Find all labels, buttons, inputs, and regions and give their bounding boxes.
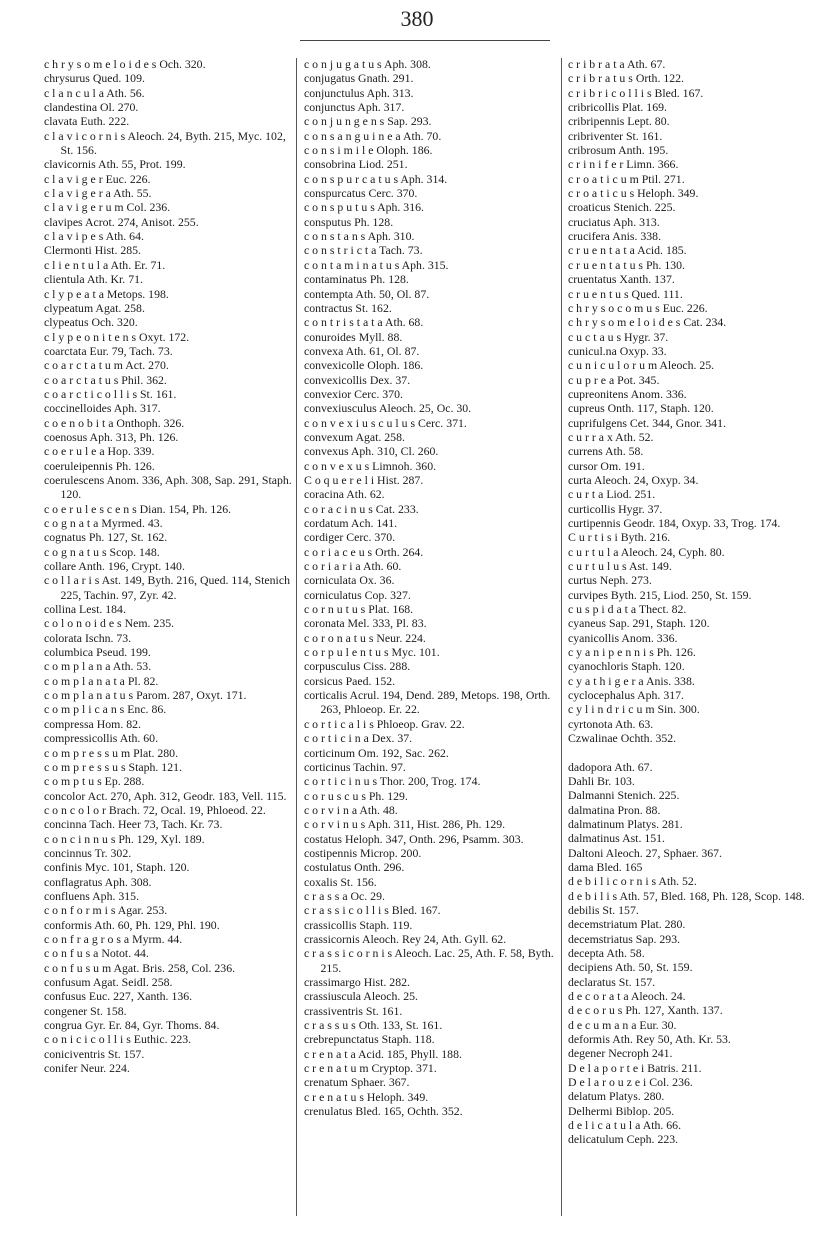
- index-entry: c o n s p u r c a t u s Aph. 314.: [304, 171, 448, 186]
- index-entry: corsicus Paed. 152.: [304, 673, 396, 688]
- index-entry: delicatulum Ceph. 223.: [568, 1132, 679, 1147]
- index-entry: Dalmanni Stenich. 225.: [568, 788, 680, 803]
- index-entry: c o g n a t a Myrmed. 43.: [44, 516, 163, 530]
- index-entry: conjunctulus Aph. 313.: [304, 85, 414, 100]
- index-entry: convexus Aph. 310, Cl. 260.: [304, 444, 439, 459]
- index-entry: cupreonitens Anom. 336.: [568, 386, 687, 401]
- index-entry: c o n t a m i n a t u s Aph. 315.: [304, 257, 449, 272]
- index-entry: c r u e n t a t a Acid. 185.: [568, 243, 687, 258]
- index-entry: coarctata Eur. 79, Tach. 73.: [44, 343, 173, 358]
- index-entry: c o n s i m i l e Oloph. 186.: [304, 143, 433, 158]
- index-entry: cupreus Onth. 117, Staph. 120.: [568, 401, 714, 416]
- index-entry: c o n j u n g e n s Sap. 293.: [304, 114, 432, 129]
- index-entry: c u r t u l u s Ast. 149.: [568, 559, 672, 574]
- index-entry: corticalis Acrul. 194, Dend. 289, Metops. 198, Orth. 263, Phloeop. Er. 22.: [304, 688, 554, 717]
- index-entry: c o r n u t u s Plat. 168.: [304, 602, 414, 617]
- index-entry: c o n c o l o r Brach. 72, Ocal. 19, Phloeod. 22.: [44, 802, 266, 817]
- index-entry: c l a v i c o r n i s Aleoch. 24, Byth. 215, Myc. 102, St. 156.: [44, 128, 289, 158]
- index-entry: cruciatus Aph. 313.: [568, 214, 660, 229]
- index-entry: convexa Ath. 61, Ol. 87.: [304, 343, 420, 358]
- index-entry: coxalis St. 156.: [304, 874, 377, 889]
- index-entry: decemstriatus Sap. 293.: [568, 931, 681, 946]
- index-entry: d e b i l i s Ath. 57, Bled. 168, Ph. 128, Scop. 148.: [568, 888, 805, 903]
- index-entry: confinis Myc. 101, Staph. 120.: [44, 860, 190, 875]
- index-entry: convexior Cerc. 370.: [304, 386, 403, 401]
- index-entry: c o r v i n a Ath. 48.: [304, 802, 398, 817]
- index-entry: convexicollis Dex. 37.: [304, 372, 411, 387]
- index-entry: curtus Neph. 273.: [568, 573, 652, 588]
- header-rule: [300, 40, 550, 41]
- index-entry: c o n s p u t u s Aph. 316.: [304, 200, 424, 215]
- index-entry: congener St. 158.: [44, 1003, 127, 1018]
- index-entry: c r a s s i c o r n i s Aleoch. Lac. 25, Ath. F. 58, Byth. 215.: [304, 946, 557, 975]
- index-entry: debilis St. 157.: [568, 902, 639, 917]
- index-entry: c l y p e o n i t e n s Oxyt. 172.: [44, 329, 190, 344]
- index-entry: coenosus Aph. 313, Ph. 126.: [44, 429, 179, 444]
- index-entry: columbica Pseud. 199.: [44, 645, 151, 660]
- index-entry: cuprifulgens Cet. 344, Gnor. 341.: [568, 415, 726, 430]
- index-entry: c o m p l a n a t a Pl. 82.: [44, 673, 159, 688]
- index-entry: corniculatus Cop. 327.: [304, 587, 411, 602]
- index-entry: c o r u s c u s Ph. 129.: [304, 788, 408, 803]
- index-entry: c u r t u l a Aleoch. 24, Cyph. 80.: [568, 544, 725, 559]
- index-entry: c y a t h i g e r a Anis. 338.: [568, 673, 695, 688]
- index-entry: confusum Agat. Seidl. 258.: [44, 975, 173, 989]
- index-entry: c o m p r e s s u s Staph. 121.: [44, 759, 182, 774]
- index-entry: conjunctus Aph. 317.: [304, 100, 405, 115]
- index-entry: clavicornis Ath. 55, Prot. 199.: [44, 157, 186, 172]
- index-entry: dama Bled. 165: [568, 859, 643, 874]
- index-entry: c o e r u l e s c e n s Dian. 154, Ph. 126.: [44, 501, 232, 516]
- index-entry: cyanicollis Anom. 336.: [568, 630, 678, 645]
- index-entry: declaratus St. 157.: [568, 974, 656, 989]
- index-entry: cordatum Ach. 141.: [304, 516, 398, 530]
- index-entry: contractus St. 162.: [304, 300, 392, 315]
- index-entry: croaticus Stenich. 225.: [568, 200, 676, 215]
- index-entry: c o e r u l e a Hop. 339.: [44, 444, 155, 459]
- index-entry: c o n f r a g r o s a Myrm. 44.: [44, 931, 183, 946]
- index-entry: c o n v e x u s Limnoh. 360.: [304, 458, 437, 473]
- index-entry: crassiventris St. 161.: [304, 1003, 403, 1018]
- index-entry: cruentatus Xanth. 137.: [568, 272, 675, 287]
- index-entry: c r i n i f e r Limn. 366.: [568, 157, 679, 172]
- index-entry: d e l i c a t u l a Ath. 66.: [568, 1118, 682, 1133]
- index-entry: c r a s s u s Oth. 133, St. 161.: [304, 1018, 443, 1033]
- index-entry: c o r t i c a l i s Phloeop. Grav. 22.: [304, 716, 465, 731]
- index-entry: c o a r c t i c o l l i s St. 161.: [44, 386, 177, 401]
- index-entry: crassiuscula Aleoch. 25.: [304, 989, 419, 1004]
- index-entry: c o n i c i c o l l i s Euthic. 223.: [44, 1032, 192, 1047]
- index-entry: c l a v i g e r u m Col. 236.: [44, 200, 171, 215]
- index-entry: costulatus Onth. 296.: [304, 860, 405, 875]
- index-entry: c o r p u l e n t u s Myc. 101.: [304, 645, 440, 660]
- index-entry: c u r t a Liod. 251.: [568, 487, 656, 502]
- index-entry: curticollis Hygr. 37.: [568, 501, 663, 516]
- index-entry: coracina Ath. 62.: [304, 487, 385, 502]
- index-entry: c y l i n d r i c u m Sin. 300.: [568, 702, 700, 717]
- index-entry: d e c u m a n a Eur. 30.: [568, 1017, 677, 1032]
- index-entry: c y a n i p e n n i s Ph. 126.: [568, 645, 696, 660]
- index-entry: c o r v i n u s Aph. 311, Hist. 286, Ph. 129.: [304, 817, 506, 832]
- index-entry: d e b i l i c o r n i s Ath. 52.: [568, 874, 697, 889]
- index-entry: confusus Euc. 227, Xanth. 136.: [44, 989, 193, 1004]
- index-entry: c r e n a t u s Heloph. 349.: [304, 1089, 429, 1104]
- index-entry: c l a v i g e r Euc. 226.: [44, 171, 151, 186]
- index-entry: c o n t r i s t a t a Ath. 68.: [304, 315, 424, 330]
- index-entry: conifer Neur. 224.: [44, 1061, 130, 1076]
- index-entry: crassicollis Staph. 119.: [304, 917, 413, 932]
- index-entry: c o n c i n n u s Ph. 129, Xyl. 189.: [44, 831, 205, 846]
- index-entry: dalmatinum Platys. 281.: [568, 816, 683, 831]
- index-entry: clavipes Acrot. 274, Anisot. 255.: [44, 214, 199, 229]
- index-entry: c o n s a n g u i n e a Ath. 70.: [304, 128, 442, 143]
- index-entry: currens Ath. 58.: [568, 444, 644, 459]
- index-column-3: [568, 57, 830, 1147]
- index-entry: consputus Ph. 128.: [304, 214, 394, 229]
- index-entry: c u s p i d a t a Thect. 82.: [568, 602, 687, 617]
- index-entry: colorata Ischn. 73.: [44, 630, 132, 645]
- index-entry: C u r t i s i Byth. 216.: [568, 530, 671, 545]
- index-entry: compressicollis Ath. 60.: [44, 731, 159, 746]
- index-entry: conjugatus Gnath. 291.: [304, 71, 414, 86]
- index-entry: c u p r e a Pot. 345.: [568, 372, 660, 387]
- index-entry: dalmatina Pron. 88.: [568, 802, 661, 817]
- index-entry: c o r t i c i n u s Thor. 200, Trog. 174.: [304, 774, 481, 789]
- index-entry: c o g n a t u s Scop. 148.: [44, 544, 160, 559]
- index-entry: c o n j u g a t u s Aph. 308.: [304, 57, 431, 71]
- column-divider-1: [296, 58, 297, 1216]
- index-entry: c l a v i p e s Ath. 64.: [44, 229, 144, 244]
- index-entry: c o r o n a t u s Neur. 224.: [304, 630, 426, 645]
- index-entry: convexum Agat. 258.: [304, 429, 405, 444]
- index-entry: collina Lest. 184.: [44, 602, 126, 617]
- index-entry: costipennis Microp. 200.: [304, 845, 422, 860]
- index-entry: C o q u e r e l i Hist. 287.: [304, 472, 424, 487]
- index-entry: c o l l a r i s Ast. 149, Byth. 216, Qued. 114, Stenich 225, Tachin. 97, Zyr. 42.: [44, 573, 293, 602]
- index-entry: c r i b r i c o l l i s Bled. 167.: [568, 85, 704, 100]
- index-entry: c o m p t u s Ep. 288.: [44, 774, 145, 789]
- index-entry: concinnus Tr. 302.: [44, 845, 132, 860]
- index-entry: cunicul.na Oxyp. 33.: [568, 343, 667, 358]
- index-entry: c o l o n o i d e s Nem. 235.: [44, 616, 175, 631]
- index-entry: c u r r a x Ath. 52.: [568, 429, 654, 444]
- index-entry: crucifera Anis. 338.: [568, 229, 662, 244]
- column-divider-2: [561, 58, 562, 1216]
- index-entry: consobrina Liod. 251.: [304, 157, 408, 172]
- index-entry: cognatus Ph. 127, St. 162.: [44, 530, 168, 545]
- index-entry: collare Anth. 196, Crypt. 140.: [44, 559, 185, 574]
- index-entry: convexicolle Oloph. 186.: [304, 358, 424, 373]
- index-entry: cursor Om. 191.: [568, 458, 645, 473]
- index-entry: c o m p l i c a n s Enc. 86.: [44, 702, 167, 717]
- index-entry: coronata Mel. 333, Pl. 83.: [304, 616, 427, 631]
- index-entry: cribriventer St. 161.: [568, 128, 663, 143]
- index-entry: congrua Gyr. Er. 84, Gyr. Thoms. 84.: [44, 1018, 220, 1033]
- index-entry: c o a r c t a t u s Phil. 362.: [44, 372, 167, 387]
- index-entry: convexiusculus Aleoch. 25, Oc. 30.: [304, 401, 472, 416]
- index-entry: c o m p l a n a t u s Parom. 287, Oxyt. 171.: [44, 688, 247, 703]
- index-entry: decemstriatum Plat. 280.: [568, 917, 686, 932]
- index-entry: c l a v i g e r a Ath. 55.: [44, 186, 152, 201]
- section-gap: [568, 746, 830, 760]
- index-entry: c h r y s o m e l o i d e s Och. 320.: [44, 57, 206, 71]
- index-entry: c o n s t r i c t a Tach. 73.: [304, 243, 423, 258]
- index-entry: c o a r c t a t u m Act. 270.: [44, 358, 169, 373]
- index-entry: c o r t i c i n a Dex. 37.: [304, 731, 413, 746]
- index-entry: c o n f o r m i s Agar. 253.: [44, 903, 168, 918]
- index-entry: c o n v e x i u s c u l u s Cerc. 371.: [304, 415, 467, 430]
- index-entry: c r i b r a t u s Orth. 122.: [568, 71, 684, 86]
- index-entry: clypeatum Agat. 258.: [44, 300, 145, 315]
- index-entry: delatum Platys. 280.: [568, 1089, 665, 1104]
- index-entry: decipiens Ath. 50, St. 159.: [568, 960, 693, 975]
- index-entry: curvipes Byth. 215, Liod. 250, St. 159.: [568, 587, 752, 602]
- index-entry: d e c o r a t a Aleoch. 24.: [568, 989, 686, 1003]
- index-entry: degener Necroph 241.: [568, 1046, 673, 1061]
- index-entry: c u c t a u s Hygr. 37.: [568, 329, 669, 344]
- index-entry: D e l a p o r t e i Batris. 211.: [568, 1060, 702, 1075]
- index-entry: c h r y s o m e l o i d e s Cat. 234.: [568, 315, 727, 330]
- index-entry: c r a s s i c o l l i s Bled. 167.: [304, 903, 441, 918]
- index-entry: curtipennis Geodr. 184, Oxyp. 33, Trog. 174.: [568, 516, 781, 530]
- index-entry: c r a s s a Oc. 29.: [304, 888, 385, 903]
- index-entry: clypeatus Och. 320.: [44, 315, 138, 330]
- index-column-2: [304, 57, 557, 1119]
- index-entry: compressa Hom. 82.: [44, 716, 141, 731]
- index-entry: clientula Ath. Kr. 71.: [44, 272, 143, 287]
- index-entry: Clermonti Hist. 285.: [44, 243, 141, 258]
- index-entry: curta Aleoch. 24, Oxyp. 34.: [568, 472, 699, 487]
- index-entry: c r u e n t u s Qued. 111.: [568, 286, 683, 301]
- index-entry: D e l a r o u z e i Col. 236.: [568, 1075, 693, 1090]
- index-entry: cribripennis Lept. 80.: [568, 114, 670, 129]
- index-entry: c o r i a r i a Ath. 60.: [304, 559, 402, 574]
- index-entry: c l y p e a t a Metops. 198.: [44, 286, 169, 301]
- index-entry: cyanochloris Staph. 120.: [568, 659, 685, 674]
- index-entry: crebrepunctatus Staph. 118.: [304, 1032, 435, 1047]
- index-entry: c r u e n t a t u s Ph. 130.: [568, 257, 685, 272]
- index-entry: c r e n a t a Acid. 185, Phyll. 188.: [304, 1046, 462, 1061]
- index-entry: clavata Euth. 222.: [44, 114, 130, 129]
- index-entry: corticinus Tachin. 97.: [304, 759, 406, 774]
- index-entry: coerulescens Anom. 336, Aph. 308, Sap. 291, Staph. 120.: [44, 472, 295, 502]
- index-entry: crassimargo Hist. 282.: [304, 975, 410, 989]
- index-entry: c r i b r a t a Ath. 67.: [568, 57, 666, 71]
- index-entry: c r e n a t u m Cryptop. 371.: [304, 1061, 437, 1076]
- index-entry: cribrosum Anth. 195.: [568, 143, 669, 158]
- index-entry: conuroides Myll. 88.: [304, 329, 403, 344]
- index-entry: Delhermi Biblop. 205.: [568, 1103, 675, 1118]
- index-entry: c o n f u s u m Agat. Bris. 258, Col. 236.: [44, 960, 236, 975]
- index-entry: c o r a c i n u s Cat. 233.: [304, 501, 419, 516]
- index-entry: conspurcatus Cerc. 370.: [304, 186, 418, 201]
- index-entry: crenatum Sphaer. 367.: [304, 1075, 410, 1090]
- index-entry: c o e n o b i t a Onthoph. 326.: [44, 415, 185, 430]
- index-entry: contaminatus Ph. 128.: [304, 272, 409, 287]
- index-entry: Czwalinae Ochth. 352.: [568, 731, 677, 746]
- index-entry: coniciventris St. 157.: [44, 1046, 145, 1061]
- index-entry: corniculata Ox. 36.: [304, 573, 395, 588]
- index-entry: Dahli Br. 103.: [568, 773, 635, 788]
- index-entry: c r o a t i c u m Ptil. 271.: [568, 171, 685, 186]
- index-entry: cyrtonota Ath. 63.: [568, 716, 654, 731]
- index-entry: cribricollis Plat. 169.: [568, 100, 667, 115]
- index-entry: Daltoni Aleoch. 27, Sphaer. 367.: [568, 845, 722, 860]
- index-entry: clandestina Ol. 270.: [44, 100, 139, 115]
- index-entry: contempta Ath. 50, Ol. 87.: [304, 286, 430, 301]
- index-entry: c o m p l a n a Ath. 53.: [44, 659, 152, 674]
- index-entry: deformis Ath. Rey 50, Ath. Kr. 53.: [568, 1032, 731, 1047]
- index-entry: cyaneus Sap. 291, Staph. 120.: [568, 616, 710, 631]
- index-entry: c l a n c u l a Ath. 56.: [44, 85, 145, 100]
- index-entry: cordiger Cerc. 370.: [304, 530, 396, 545]
- index-entry: conflagratus Aph. 308.: [44, 874, 152, 889]
- page-number: 380: [400, 6, 434, 31]
- index-entry: dadopora Ath. 67.: [568, 759, 653, 774]
- index-entry: crenulatus Bled. 165, Ochth. 352.: [304, 1104, 463, 1119]
- index-entry: crassicornis Aleoch. Rey 24, Ath. Gyll. 62.: [304, 931, 507, 946]
- index-entry: dalmatinus Ast. 151.: [568, 831, 665, 846]
- index-entry: c l i e n t u l a Ath. Er. 71.: [44, 257, 166, 272]
- index-entry: corpusculus Ciss. 288.: [304, 659, 411, 674]
- index-entry: coccinelloides Aph. 317.: [44, 401, 161, 416]
- index-entry: costatus Heloph. 347, Onth. 296, Psamm. 303.: [304, 831, 524, 846]
- index-entry: c r o a t i c u s Heloph. 349.: [568, 186, 699, 201]
- index-column-1: [44, 57, 296, 1075]
- index-entry: concinna Tach. Heer 73, Tach. Kr. 73.: [44, 817, 223, 832]
- index-entry: c u n i c u l o r u m Aleoch. 25.: [568, 358, 715, 373]
- index-entry: c o m p r e s s u m Plat. 280.: [44, 745, 179, 760]
- index-entry: c o n s t a n s Aph. 310.: [304, 229, 415, 244]
- index-entry: d e c o r u s Ph. 127, Xanth. 137.: [568, 1003, 723, 1018]
- index-entry: decepta Ath. 58.: [568, 945, 645, 960]
- index-entry: coeruleipennis Ph. 126.: [44, 458, 155, 473]
- index-entry: corticinum Om. 192, Sac. 262.: [304, 745, 449, 760]
- index-entry: confluens Aph. 315.: [44, 888, 140, 903]
- index-entry: c o r i a c e u s Orth. 264.: [304, 544, 424, 559]
- index-entry: concolor Act. 270, Aph. 312, Geodr. 183, Vell. 115.: [44, 788, 287, 803]
- index-entry: c o n f u s a Notot. 44.: [44, 946, 149, 961]
- index-entry: chrysurus Qued. 109.: [44, 71, 145, 86]
- index-entry: conformis Ath. 60, Ph. 129, Phl. 190.: [44, 917, 220, 932]
- index-entry: c h r y s o c o m u s Euc. 226.: [568, 300, 708, 315]
- index-entry: cyclocephalus Aph. 317.: [568, 688, 684, 703]
